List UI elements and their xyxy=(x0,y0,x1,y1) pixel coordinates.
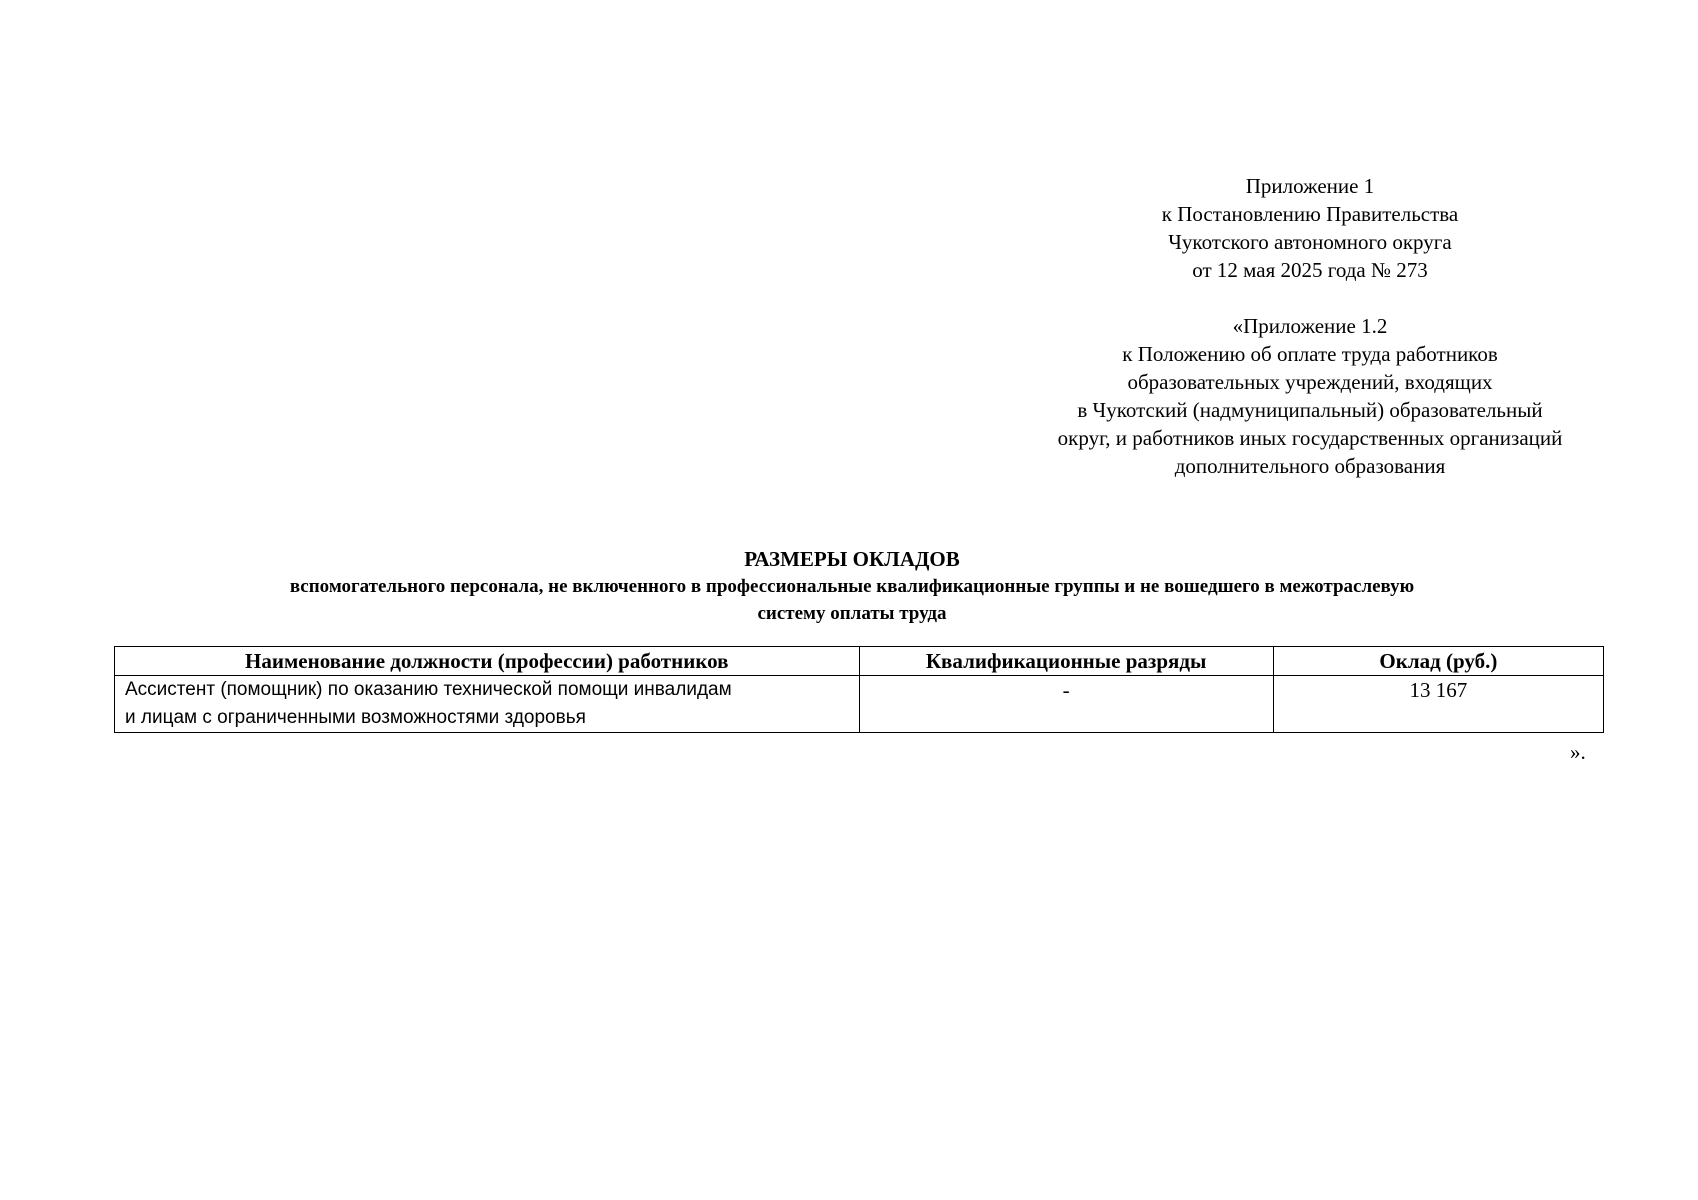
annex-2-line: дополнительного образования xyxy=(1174,454,1446,478)
position-name-line: Ассистент (помощник) по оказанию технической помощи инвалидам xyxy=(125,679,732,700)
annex-2-line: к Положению об оплате труда работников xyxy=(1122,342,1498,366)
annex-1-2-header xyxy=(1000,312,1620,480)
cell-position-name xyxy=(115,676,860,733)
header-qualification-grade: Квалификационные разряды xyxy=(859,647,1273,676)
cell-salary: 13 167 xyxy=(1273,676,1603,733)
position-name-line: и лицам с ограниченными возможностями здоровья xyxy=(125,707,586,728)
salary-table xyxy=(114,646,1604,733)
annex-1-line: к Постановлению Правительства xyxy=(1161,202,1459,226)
header-position-name: Наименование должности (профессии) работников xyxy=(115,647,860,676)
title-main: РАЗМЕРЫ ОКЛАДОВ xyxy=(744,547,960,571)
annex-1-line: Приложение 1 xyxy=(1245,174,1375,198)
table-row xyxy=(115,676,1604,733)
table-header-row xyxy=(115,647,1604,676)
title-sub-line: систему оплаты труда xyxy=(757,603,947,624)
header-salary: Оклад (руб.) xyxy=(1273,647,1603,676)
annex-2-line: округ, и работников иных государственных организаций xyxy=(1057,426,1563,450)
annex-1-header xyxy=(1000,172,1620,284)
title-sub-line: вспомогательного персонала, не включенного в профессиональные квалификационные группы и не вошедшего в межотраслевую xyxy=(289,576,1415,597)
annex-2-line: в Чукотский (надмуниципальный) образовательный xyxy=(1077,398,1543,422)
annex-1-line: Чукотского автономного округа xyxy=(1168,230,1452,254)
cell-qualification-grade: - xyxy=(859,676,1273,733)
annex-2-line: «Приложение 1.2 xyxy=(1232,314,1388,338)
document-title xyxy=(114,545,1590,627)
annex-2-line: образовательных учреждений, входящих xyxy=(1127,370,1493,394)
annex-1-line: от 12 мая 2025 года № 273 xyxy=(1192,258,1428,282)
closing-quote: ». xyxy=(1570,740,1586,764)
